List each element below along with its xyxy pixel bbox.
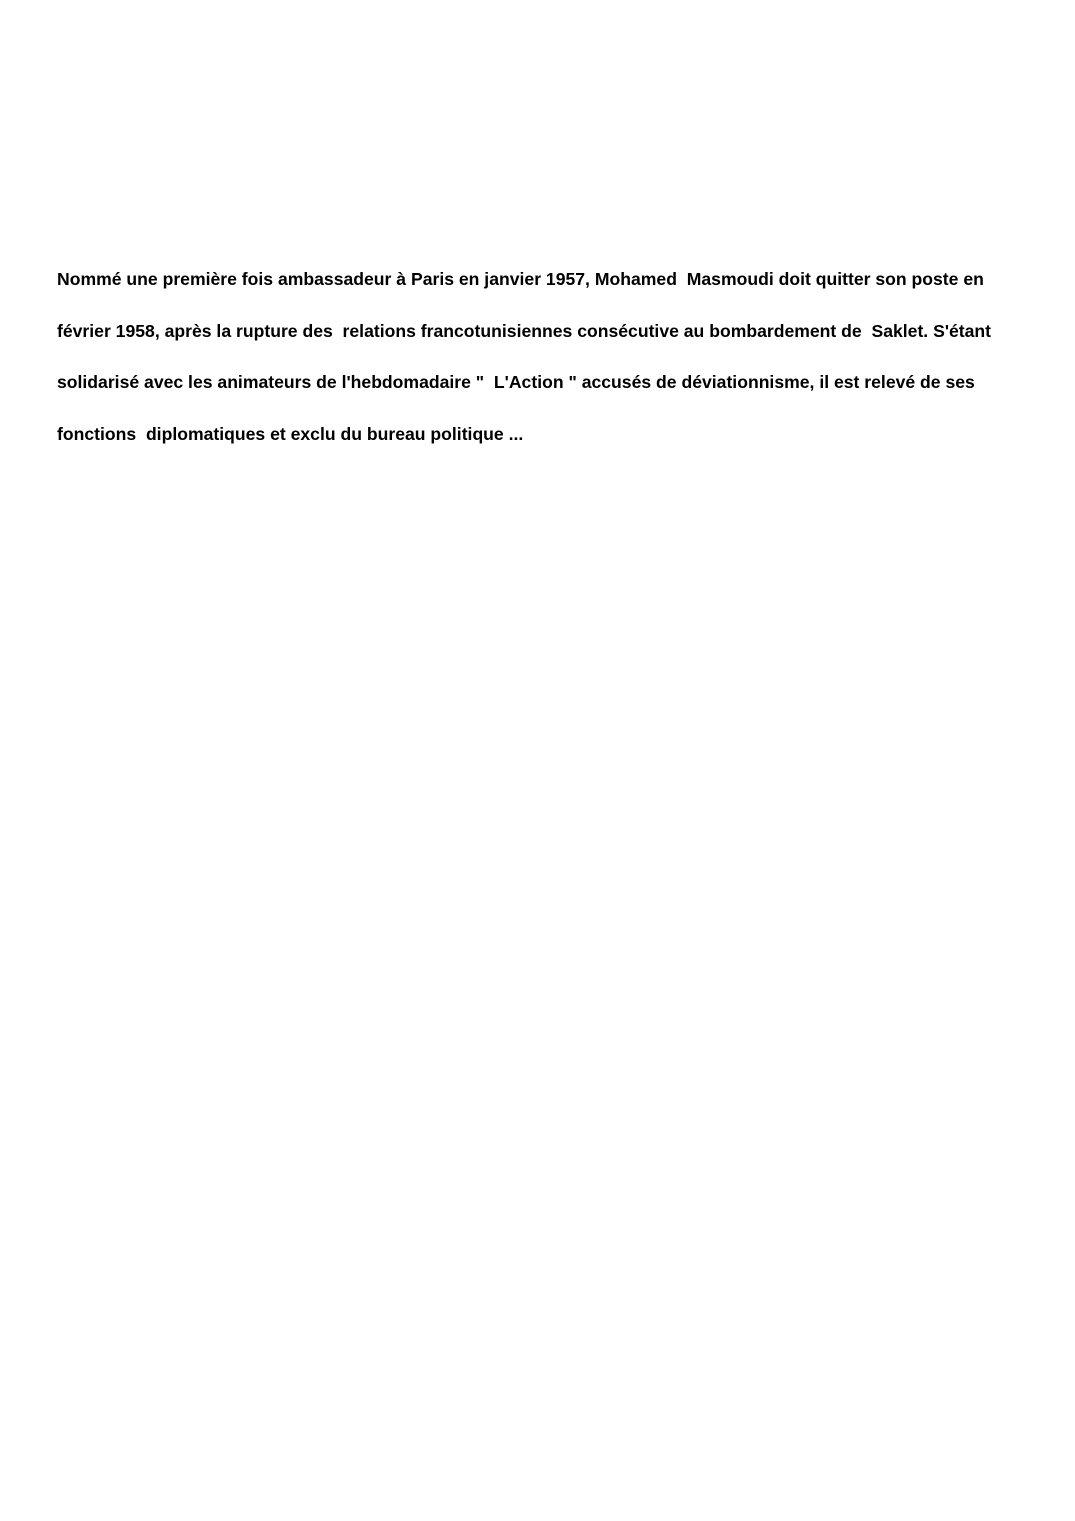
paragraph-line-3: solidarisé avec les animateurs de l'hebdomadaire " L'Action " accusés de déviationnisme, il est relevé de ses: [57, 372, 975, 392]
body-paragraph: [57, 262, 1047, 468]
paragraph-line-1: Nommé une première fois ambassadeur à Paris en janvier 1957, Mohamed Masmoudi doit quitter son poste en: [57, 269, 984, 289]
paragraph-line-4: fonctions diplomatiques et exclu du bureau politique ...: [57, 423, 524, 444]
paragraph-line-2: février 1958, après la rupture des relations francotunisiennes consécutive au bombardement de Saklet. S'étant: [57, 320, 992, 341]
